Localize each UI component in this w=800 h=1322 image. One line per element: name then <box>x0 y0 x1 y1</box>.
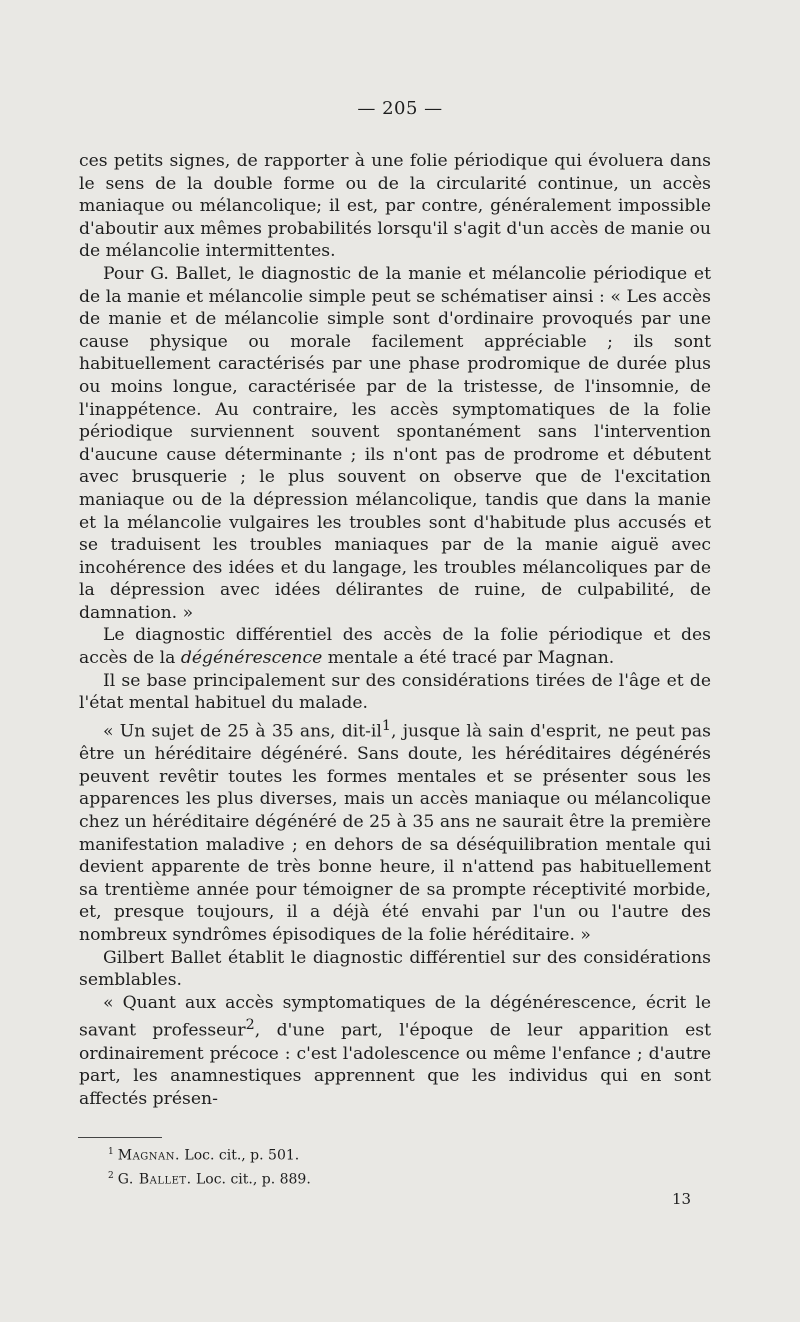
footnote-mark: 1 <box>108 1147 114 1157</box>
footnote <box>108 1142 608 1166</box>
footnote-ref: 1 <box>381 717 392 734</box>
paragraph: Il se base principalement sur des considérations tirées de l'âge et de l'état mental habituel du malade. <box>79 670 711 714</box>
footnote-ref-text: Loc. cit., p. 501. <box>184 1147 300 1164</box>
italic-term: dégénérescence <box>180 648 323 669</box>
paragraph <box>79 992 711 1111</box>
signature-mark: 13 <box>672 1190 692 1208</box>
paragraph: ces petits signes, de rapporter à une folie périodique qui évoluera dans le sens de la double forme ou de la circularité continue, un accès maniaque ou mélancolique; il est, par contre, généralement impossible d'aboutir aux mêmes probabilités lorsqu'il s'agit d'un accès de manie ou de mélancolie intermittentes. <box>79 151 711 262</box>
body-text <box>79 150 711 1110</box>
footnote-ref-text: Loc. cit., p. 889. <box>195 1171 311 1188</box>
text-run: « Quant aux accès symptomatiques de la dégénérescence, écrit le savant professeur <box>79 992 711 1042</box>
footnote-ref: 2 <box>245 1017 255 1034</box>
text-run: , d'une part, l'époque de leur apparition est ordinairement précoce : c'est l'adolescence ou même l'enfance ; d'autre part, les anamnestiques apprennent que les individus qui en sont affectés présen- <box>79 1021 711 1109</box>
text-run: , jusque là sain d'esprit, ne peut pas être un héréditaire dégénéré. Sans doute, les héréditaires dégénérés peuvent revêtir toutes les formes mentales et se présenter sous les apparences les plus diverses, mais un accès maniaque ou mélancolique chez un héréditaire dégénéré de 25 à 35 ans ne saurait être la première manifestation maladive ; en dehors de sa déséquilibration mentale qui devient apparente de très bonne heure, il n'attend pas habituellement sa trentième année pour témoigner de sa prompte réceptivité morbide, et, presque toujours, il a déjà été envahi par l'un ou l'autre des nombreux syndrômes épisodiques de la folie héréditaire. » <box>79 721 711 945</box>
footnote-author: G. Ballet. <box>117 1171 192 1188</box>
footnote-author: Magnan. <box>117 1147 180 1164</box>
paragraph <box>79 624 711 669</box>
paragraph: Pour G. Ballet, le diagnostic de la manie et mélancolie périodique et de la manie et mélancolie simple peut se schématiser ainsi : « Les accès de manie et de mélancolie simple sont d'ordinaire provoqués par une cause physique ou morale facilement appréciable ; ils sont habituellement caractérisés par une phase prodromique de durée plus ou moins longue, caractérisée par de la tristesse, de l'insomnie, de l'inappétence. Au contraire, les accès symptomatiques de la folie périodique surviennent souvent spontanément sans l'intervention d'aucune cause déterminante ; ils n'ont pas de prodrome et débutent avec brusquerie ; le plus souvent on observe que de l'excitation maniaque ou de la dépression mélancolique, tandis que dans la manie et la mélancolie vulgaires les troubles sont d'habitude plus accusés et se traduisent les troubles maniaques par de la manie aiguë avec incohérence des idées et du langage, les troubles mélancoliques par de la dépression avec idées délirantes de ruine, de culpabilité, de damnation. » <box>79 263 711 623</box>
page-number: — 205 — <box>357 98 443 119</box>
text-run: « Un sujet de 25 à 35 ans, dit-il <box>103 721 382 742</box>
footnote <box>108 1166 608 1190</box>
paragraph: Gilbert Ballet établit le diagnostic différentiel sur des considérations semblables. <box>79 947 711 991</box>
footnote-divider <box>78 1137 162 1138</box>
text-run: mentale a été tracé par Magnan. <box>322 648 615 669</box>
paragraph <box>79 715 711 947</box>
text-run: Le diagnostic différentiel des accès de la folie périodique et des accès de la <box>79 625 711 669</box>
footnotes <box>108 1142 608 1189</box>
footnote-mark: 2 <box>108 1170 114 1181</box>
